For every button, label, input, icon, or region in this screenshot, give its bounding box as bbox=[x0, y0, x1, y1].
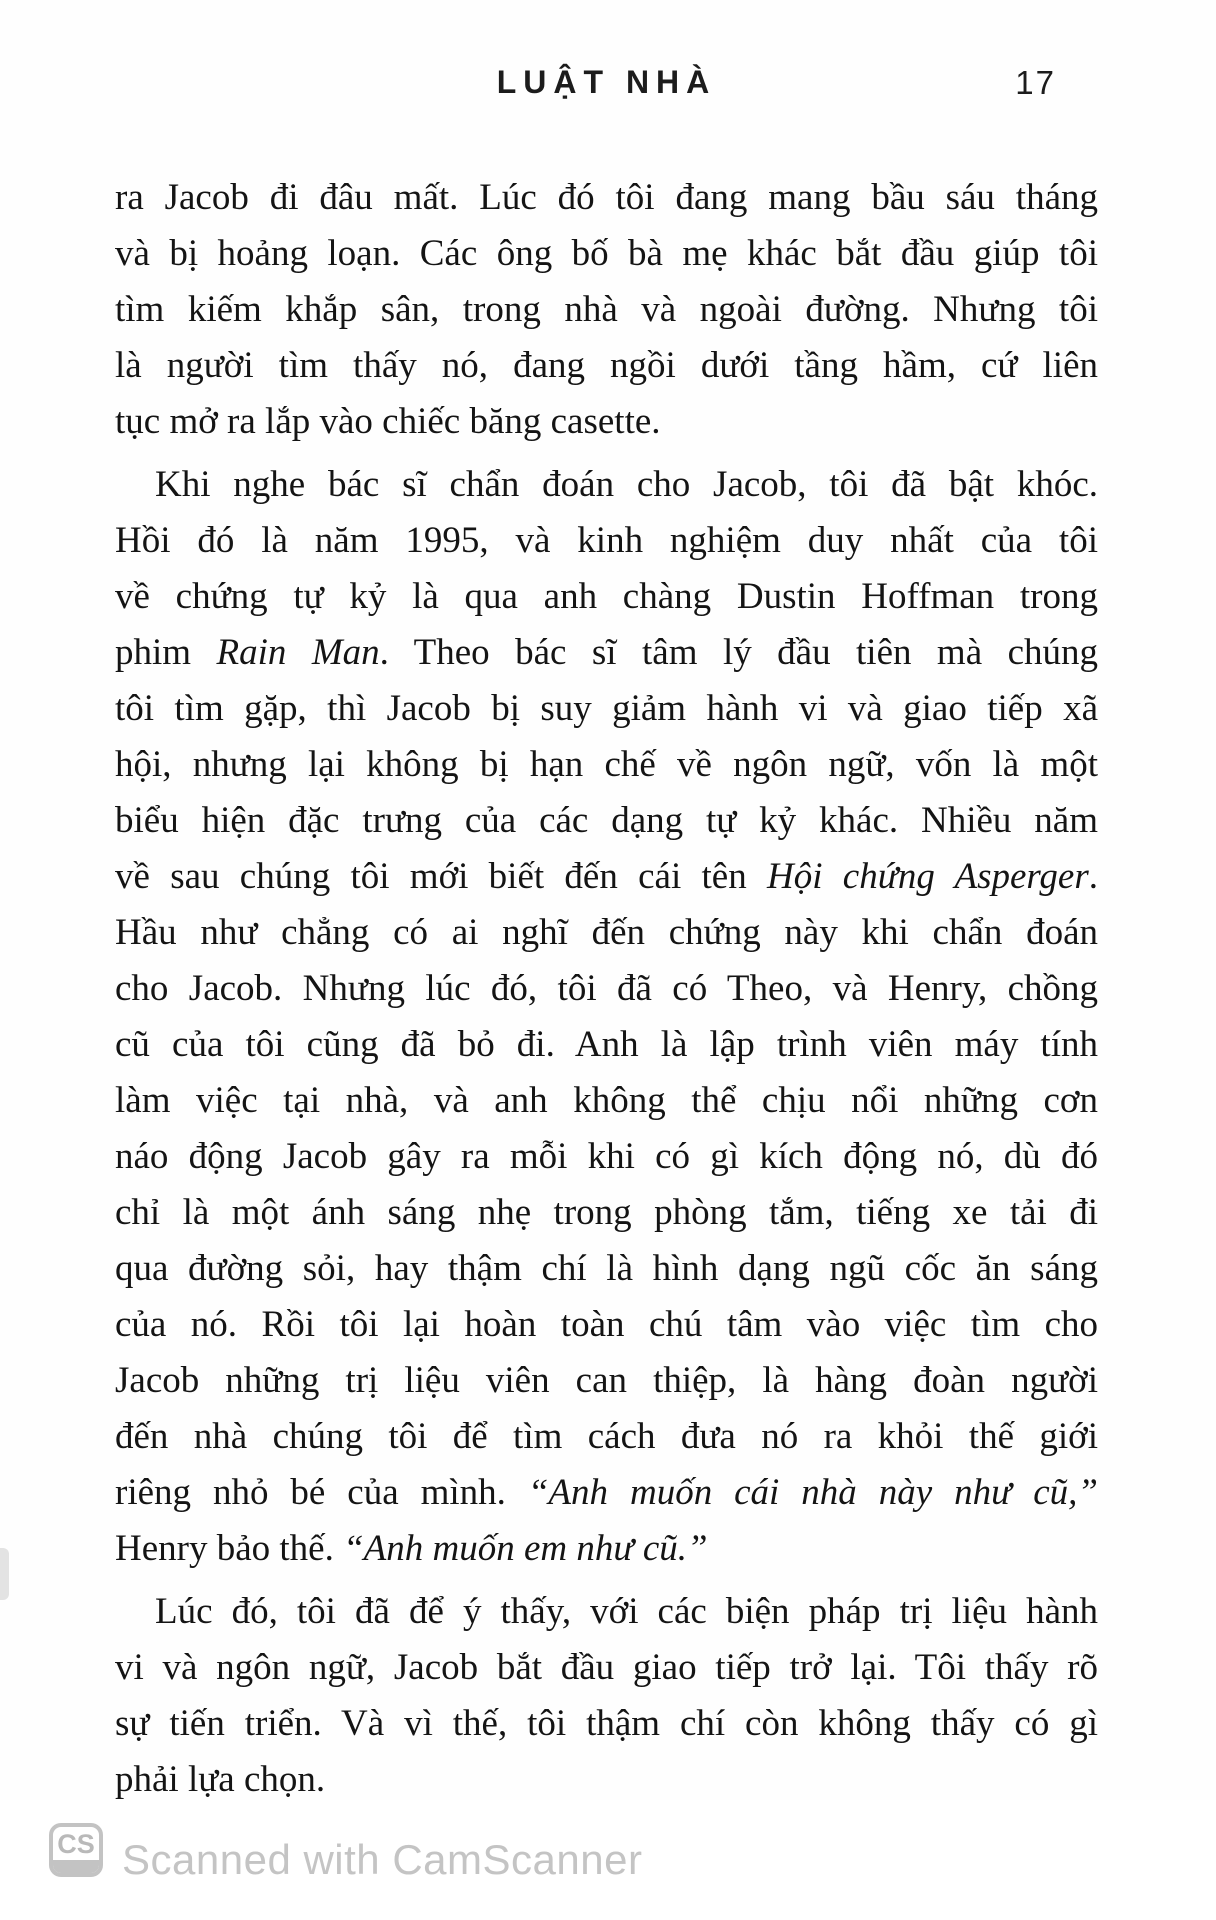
text-line bbox=[115, 737, 1098, 793]
text-segment: tục mở ra lắp vào chiếc băng casette. bbox=[115, 401, 661, 442]
text-line bbox=[115, 1185, 1098, 1241]
text-segment: đến nhà chúng tôi để tìm cách đưa nó ra khỏi thế giới bbox=[115, 1416, 1098, 1457]
camscanner-badge-icon bbox=[49, 1823, 103, 1877]
text-line bbox=[115, 1696, 1098, 1752]
paragraph bbox=[115, 170, 1098, 450]
text-line bbox=[115, 625, 1098, 681]
text-line bbox=[115, 1465, 1098, 1521]
text-segment: tìm kiếm khắp sân, trong nhà và ngoài đường. Nhưng tôi bbox=[115, 289, 1098, 330]
text-segment: làm việc tại nhà, và anh không thể chịu nổi những cơn bbox=[115, 1080, 1098, 1121]
text-line bbox=[115, 1409, 1098, 1465]
scan-edge-artifact bbox=[0, 1548, 9, 1600]
text-line bbox=[115, 282, 1098, 338]
text-line bbox=[115, 1241, 1098, 1297]
text-line bbox=[115, 226, 1098, 282]
text-segment: về chứng tự kỷ là qua anh chàng Dustin Hoffman trong bbox=[115, 576, 1098, 617]
text-segment: vi và ngôn ngữ, Jacob bắt đầu giao tiếp trở lại. Tôi thấy rõ bbox=[115, 1647, 1098, 1688]
text-line bbox=[115, 1297, 1098, 1353]
text-line bbox=[115, 1073, 1098, 1129]
text-line bbox=[115, 905, 1098, 961]
text-line bbox=[115, 1640, 1098, 1696]
text-segment: . bbox=[1088, 856, 1098, 897]
italic-text-segment: Hội chứng Asperger bbox=[767, 856, 1089, 897]
text-segment: qua đường sỏi, hay thậm chí là hình dạng ngũ cốc ăn sáng bbox=[115, 1248, 1098, 1289]
text-segment: náo động Jacob gây ra mỗi khi có gì kích động nó, dù đó bbox=[115, 1136, 1098, 1177]
camscanner-badge-text: CS bbox=[57, 1829, 95, 1859]
text-segment: Lúc đó, tôi đã để ý thấy, với các biện pháp trị liệu hành bbox=[155, 1591, 1098, 1632]
text-line bbox=[115, 170, 1098, 226]
text-segment: của nó. Rồi tôi lại hoàn toàn chú tâm vào việc tìm cho bbox=[115, 1304, 1098, 1345]
text-segment: . Theo bác sĩ tâm lý đầu tiên mà chúng bbox=[379, 632, 1098, 673]
text-segment: tôi tìm gặp, thì Jacob bị suy giảm hành vi và giao tiếp xã bbox=[115, 688, 1098, 729]
paragraph bbox=[115, 457, 1098, 1577]
camscanner-badge-strip bbox=[53, 1860, 99, 1873]
text-segment: riêng nhỏ bé của mình. bbox=[115, 1472, 528, 1513]
page-body bbox=[115, 170, 1098, 1808]
text-line bbox=[115, 793, 1098, 849]
text-line bbox=[115, 1584, 1098, 1640]
text-segment: biểu hiện đặc trưng của các dạng tự kỷ khác. Nhiều năm bbox=[115, 800, 1098, 841]
text-line bbox=[115, 681, 1098, 737]
page-number: 17 bbox=[1015, 64, 1056, 101]
text-segment: chỉ là một ánh sáng nhẹ trong phòng tắm, tiếng xe tải đi bbox=[115, 1192, 1098, 1233]
text-line bbox=[115, 1017, 1098, 1073]
text-segment: cũ của tôi cũng đã bỏ đi. Anh là lập trình viên máy tính bbox=[115, 1024, 1098, 1065]
text-segment: là người tìm thấy nó, đang ngồi dưới tầng hầm, cứ liên bbox=[115, 345, 1098, 386]
italic-text-segment: “Anh muốn cái nhà này như cũ,” bbox=[527, 1472, 1098, 1513]
text-segment: phải lựa chọn. bbox=[115, 1759, 326, 1800]
paragraph bbox=[115, 1584, 1098, 1808]
text-segment: cho Jacob. Nhưng lúc đó, tôi đã có Theo, và Henry, chồng bbox=[115, 968, 1098, 1009]
text-segment: ra Jacob đi đâu mất. Lúc đó tôi đang mang bầu sáu tháng bbox=[115, 177, 1098, 218]
text-segment: phim bbox=[115, 632, 217, 673]
text-line bbox=[115, 1353, 1098, 1409]
text-segment: sự tiến triển. Và vì thế, tôi thậm chí còn không thấy có gì bbox=[115, 1703, 1098, 1744]
text-segment: Henry bảo thế. bbox=[115, 1528, 344, 1569]
text-line bbox=[115, 457, 1098, 513]
text-segment: về sau chúng tôi mới biết đến cái tên bbox=[115, 856, 767, 897]
italic-text-segment: Rain Man bbox=[216, 632, 380, 673]
text-segment: và bị hoảng loạn. Các ông bố bà mẹ khác bắt đầu giúp tôi bbox=[115, 233, 1098, 274]
watermark-label: Scanned with CamScanner bbox=[122, 1836, 643, 1883]
text-line bbox=[115, 849, 1098, 905]
text-line bbox=[115, 961, 1098, 1017]
text-segment: Hồi đó là năm 1995, và kinh nghiệm duy nhất của tôi bbox=[115, 520, 1098, 561]
text-segment: hội, nhưng lại không bị hạn chế về ngôn ngữ, vốn là một bbox=[115, 744, 1098, 785]
text-line bbox=[115, 1129, 1098, 1185]
text-line bbox=[115, 394, 1098, 450]
text-segment: Khi nghe bác sĩ chẩn đoán cho Jacob, tôi đã bật khóc. bbox=[155, 464, 1098, 505]
text-line bbox=[115, 513, 1098, 569]
text-line bbox=[115, 1521, 1098, 1577]
text-line bbox=[115, 569, 1098, 625]
text-line bbox=[115, 338, 1098, 394]
italic-text-segment: “Anh muốn em như cũ.” bbox=[343, 1528, 708, 1569]
text-segment: Jacob những trị liệu viên can thiệp, là hàng đoàn người bbox=[115, 1360, 1098, 1401]
page-header bbox=[115, 64, 1098, 108]
running-header-title: LUẬT NHÀ bbox=[496, 64, 717, 100]
text-segment: Hầu như chẳng có ai nghĩ đến chứng này khi chẩn đoán bbox=[115, 912, 1098, 953]
